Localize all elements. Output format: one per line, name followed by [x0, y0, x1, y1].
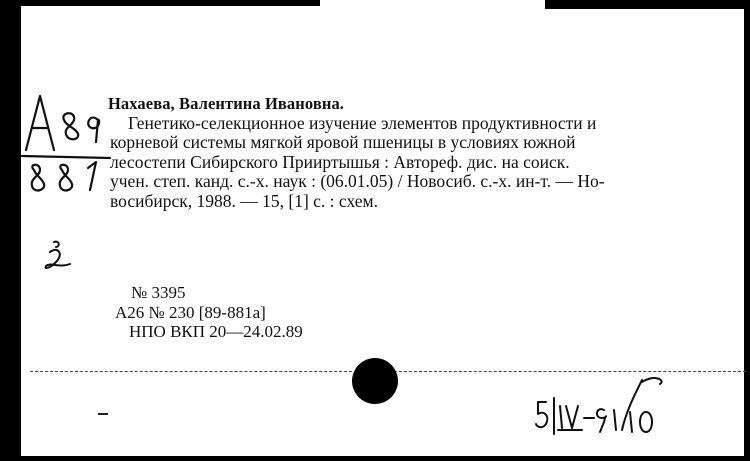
scan-edge-top-right	[545, 0, 750, 9]
dash-mark	[98, 413, 108, 415]
registration-stamp	[115, 283, 303, 342]
handwritten-shelfmark	[20, 90, 112, 195]
punch-hole	[352, 358, 398, 404]
stamp-number: № 3395	[131, 283, 186, 302]
stamp-npo: НПО ВКП 20—24.02.89	[129, 322, 303, 341]
author-heading: Нахаева, Валентина Ивановна.	[108, 94, 345, 113]
description-line: лесостепи Сибирского Прииртышья : Автореф. дис. на соиск.	[110, 151, 570, 172]
description	[110, 114, 605, 211]
scan-edge-top	[0, 0, 320, 6]
description-line: восибирск, 1988. — 15, [1] с. : схем.	[110, 190, 378, 211]
scan-edge-right	[744, 0, 750, 461]
handwritten-mark	[36, 238, 78, 274]
handwritten-date	[534, 372, 674, 442]
description-line: корневой системы мягкой яровой пшеницы в условиях южной	[110, 132, 576, 153]
stamp-reference: А26 № 230 [89-881а]	[115, 302, 266, 322]
description-line: учен. степ. канд. с.-х. наук : (06.01.05) / Новосиб. с.-х. ин-т. — Но-	[110, 171, 605, 192]
scan-edge-bottom	[0, 456, 750, 461]
scan-edge-left	[0, 0, 21, 461]
description-line: Генетико-селекционное изучение элементов продуктивности и	[128, 113, 597, 133]
